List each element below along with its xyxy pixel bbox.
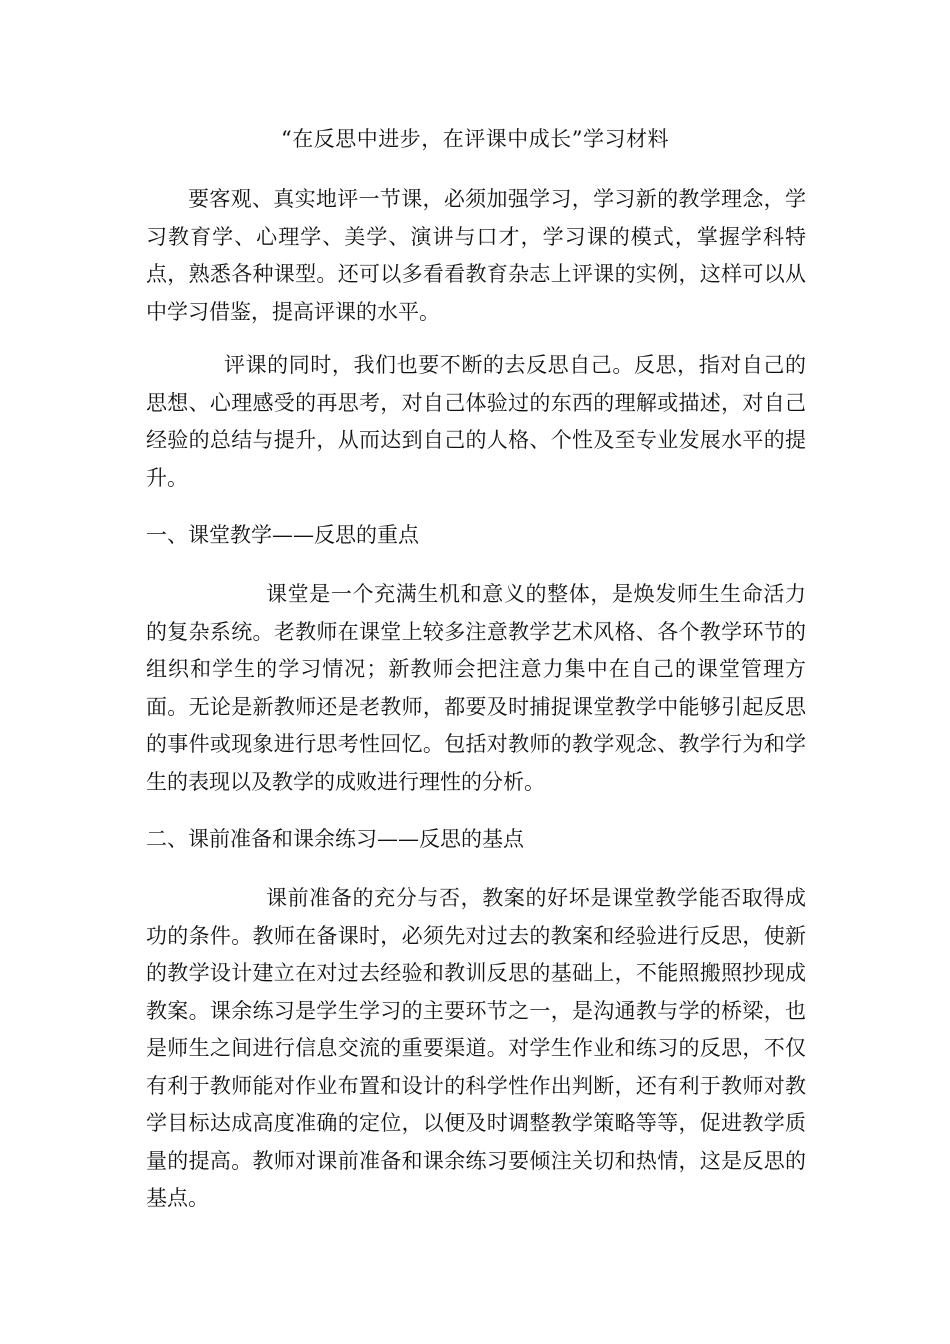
section-heading-classroom-teaching: 一、课堂教学——反思的重点	[146, 523, 419, 547]
paragraph-classroom-teaching: 课堂是一个充满生机和意义的整体，是焕发师生生命活力的复杂系统。老教师在课堂上较多注意教学艺术风格、各个教学环节的组织和学生的学习情况；新教师会把注意力集中在自己的课堂管理方面。无论是新教师还是老教师，都要及时捕捉课堂教学中能够引起反思的事件或现象进行思考性回忆。包括对教师的教学观念、教学行为和学生的表现以及教学的成败进行理性的分析。	[146, 582, 806, 794]
section-heading-preparation-practice: 二、课前准备和课余练习——反思的基点	[146, 827, 524, 851]
paragraph-self-reflection: 评课的同时，我们也要不断的去反思自己。反思，指对自己的思想、心理感受的再思考，对自己体验过的东西的理解或描述，对自己经验的总结与提升，从而达到自己的人格、个性及至专业发展水平的提升。	[146, 353, 806, 490]
paragraph-evaluation-study: 要客观、真实地评一节课，必须加强学习，学习新的教学理念，学习教育学、心理学、美学、演讲与口才，学习课的模式，掌握学科特点，熟悉各种课型。还可以多看看教育杂志上评课的实例，这样可以从中学习借鉴，提高评课的水平。	[146, 187, 806, 324]
document-title: “在反思中进步，在评课中成长”学习材料	[281, 127, 669, 151]
paragraph-preparation-practice: 课前准备的充分与否，教案的好坏是课堂教学能否取得成功的条件。教师在备课时，必须先对过去的教案和经验进行反思，使新的教学设计建立在对过去经验和教训反思的基础上，不能照搬照抄现成教案。课余练习是学生学习的主要环节之一，是沟通教与学的桥梁，也是师生之间进行信息交流的重要渠道。对学生作业和练习的反思，不仅有利于教师能对作业布置和设计的科学性作出判断，还有利于教师对教学目标达成高度准确的定位，以便及时调整教学策略等等，促进教学质量的提高。教师对课前准备和课余练习要倾注关切和热情，这是反思的基点。	[146, 886, 806, 1210]
